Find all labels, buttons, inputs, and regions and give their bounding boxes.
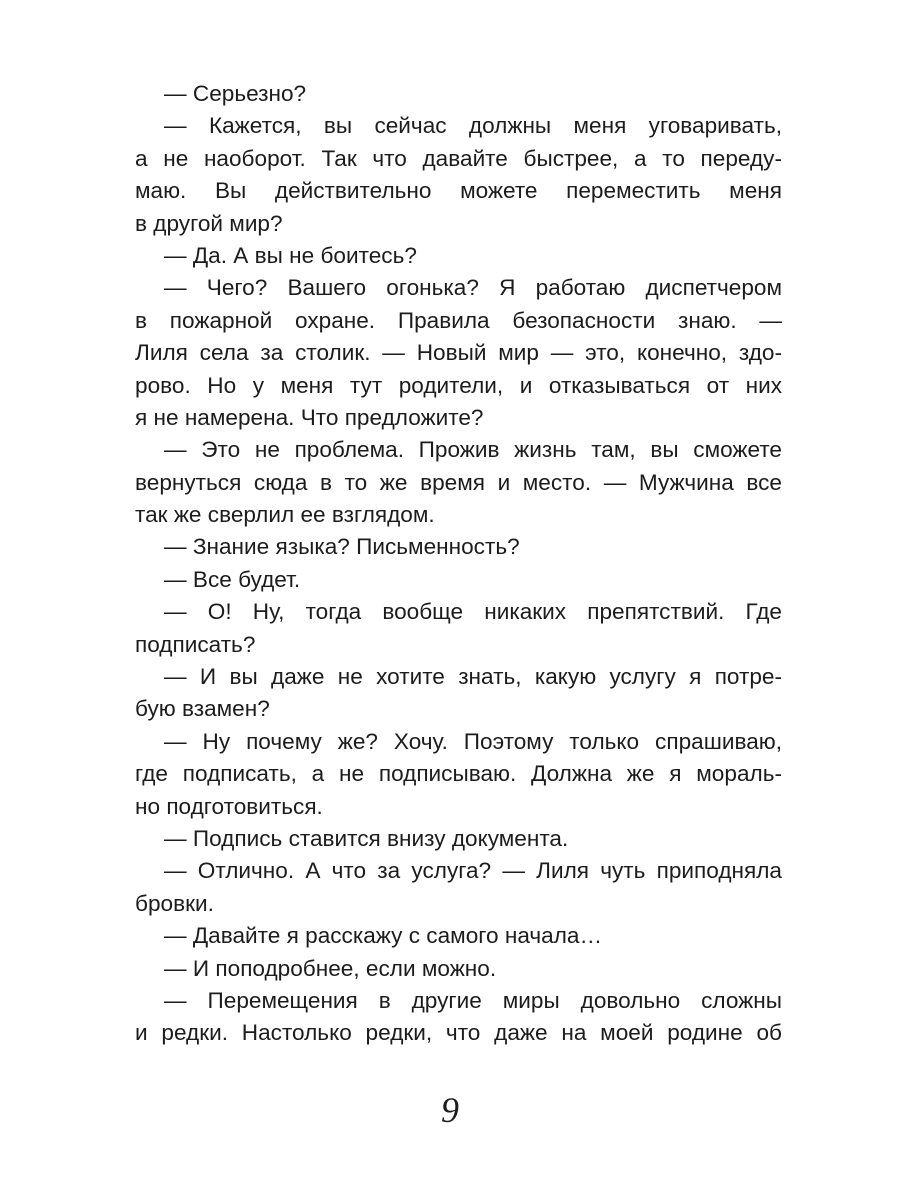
text-line: — Это не проблема. Прожив жизнь там, вы сможете bbox=[164, 437, 782, 463]
text-line: в пожарной охране. Правила безопасности знаю. — bbox=[135, 307, 782, 333]
text-line: Лиля села за столик. — Новый мир — это, конечно, здо- bbox=[135, 340, 782, 366]
text-line: где подписать, а не подписываю. Должна же я мораль- bbox=[135, 761, 782, 787]
text-line: маю. Вы действительно можете переместить меня bbox=[135, 178, 782, 204]
text-line: — Отлично. А что за услуга? — Лиля чуть приподняла bbox=[164, 858, 782, 884]
text-line: — О! Ну, тогда вообще никаких препятствий. Где bbox=[164, 599, 782, 625]
text-line: — Давайте я расскажу с самого начала… bbox=[164, 923, 603, 949]
text-line: — Знание языка? Письменность? bbox=[164, 534, 520, 560]
text-line: — И поподробнее, если можно. bbox=[164, 955, 497, 981]
text-line: бровки. bbox=[135, 890, 214, 916]
text-line: рово. Но у меня тут родители, и отказываться от них bbox=[135, 372, 782, 398]
text-line: — Кажется, вы сейчас должны меня уговаривать, bbox=[164, 113, 782, 139]
text-line: — Все будет. bbox=[164, 566, 301, 592]
text-line: — Перемещения в другие миры довольно сложны bbox=[164, 987, 782, 1013]
text-line: а не наоборот. Так что давайте быстрее, а то переду- bbox=[135, 145, 782, 171]
text-line: и редки. Настолько редки, что даже на моей родине об bbox=[135, 1020, 782, 1046]
text-line: — Да. А вы не боитесь? bbox=[164, 242, 417, 268]
text-line: я не намерена. Что предложите? bbox=[135, 404, 484, 430]
text-line: — Чего? Вашего огонька? Я работаю диспетчером bbox=[164, 275, 782, 301]
text-line: — Ну почему же? Хочу. Поэтому только спрашиваю, bbox=[164, 728, 782, 754]
text-line: — Подпись ставится внизу документа. bbox=[164, 825, 569, 851]
text-line: бую взамен? bbox=[135, 696, 270, 722]
text-line: в другой мир? bbox=[135, 210, 283, 236]
text-line: вернуться сюда в то же время и место. — Мужчина все bbox=[135, 469, 782, 495]
page-number: 9 bbox=[441, 1090, 459, 1130]
text-line: — Серьезно? bbox=[164, 81, 307, 106]
text-line: так же сверлил ее взглядом. bbox=[135, 502, 435, 528]
body-text bbox=[135, 78, 782, 1050]
text-line: но подготовиться. bbox=[135, 793, 323, 819]
text-line: — И вы даже не хотите знать, какую услугу я потре- bbox=[164, 664, 782, 690]
text-line: подписать? bbox=[135, 631, 256, 657]
